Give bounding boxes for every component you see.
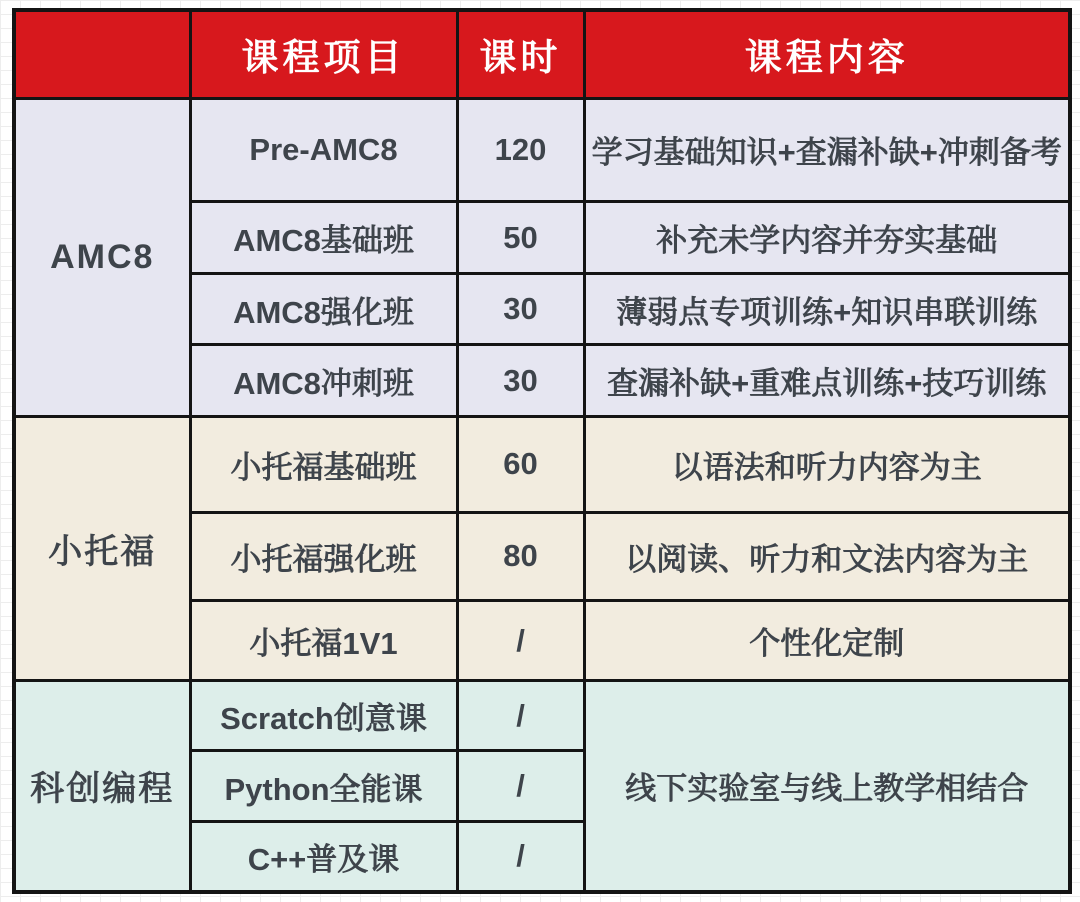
hours-cell: /	[457, 601, 584, 681]
content-cell: 查漏补缺+重难点训练+技巧训练	[584, 345, 1070, 417]
content-cell: 补充未学内容并夯实基础	[584, 202, 1070, 274]
header-course-content: 课程内容	[584, 10, 1070, 98]
course-table	[12, 8, 1072, 894]
content-cell: 个性化定制	[584, 601, 1070, 681]
course-name-cell: Python全能课	[190, 751, 457, 822]
table-row	[14, 98, 1070, 202]
course-name-cell: Pre-AMC8	[190, 98, 457, 202]
content-cell: 学习基础知识+查漏补缺+冲刺备考	[584, 98, 1070, 202]
course-name-cell: Scratch创意课	[190, 680, 457, 751]
header-corner-cell	[14, 10, 190, 98]
hours-cell: 80	[457, 512, 584, 601]
hours-cell: /	[457, 751, 584, 822]
hours-cell: 50	[457, 202, 584, 274]
course-name-cell: 小托福1V1	[190, 601, 457, 681]
hours-cell: 30	[457, 345, 584, 417]
content-cell: 薄弱点专项训练+知识串联训练	[584, 273, 1070, 345]
content-cell: 以阅读、听力和文法内容为主	[584, 512, 1070, 601]
header-hours: 课时	[457, 10, 584, 98]
content-cell-merged: 线下实验室与线上教学相结合	[584, 680, 1070, 892]
category-cell-coding: 科创编程	[14, 680, 190, 892]
header-course-project: 课程项目	[190, 10, 457, 98]
hours-cell: 30	[457, 273, 584, 345]
course-name-cell: AMC8冲刺班	[190, 345, 457, 417]
table-row	[14, 416, 1070, 512]
hours-cell: /	[457, 821, 584, 892]
table-row	[14, 680, 1070, 751]
course-name-cell: AMC8基础班	[190, 202, 457, 274]
header-row	[14, 10, 1070, 98]
hours-cell: 60	[457, 416, 584, 512]
course-name-cell: C++普及课	[190, 821, 457, 892]
content-cell: 以语法和听力内容为主	[584, 416, 1070, 512]
course-name-cell: 小托福基础班	[190, 416, 457, 512]
hours-cell: 120	[457, 98, 584, 202]
course-name-cell: 小托福强化班	[190, 512, 457, 601]
category-cell-amc8: AMC8	[14, 98, 190, 416]
hours-cell: /	[457, 680, 584, 751]
course-name-cell: AMC8强化班	[190, 273, 457, 345]
category-cell-toefl: 小托福	[14, 416, 190, 680]
